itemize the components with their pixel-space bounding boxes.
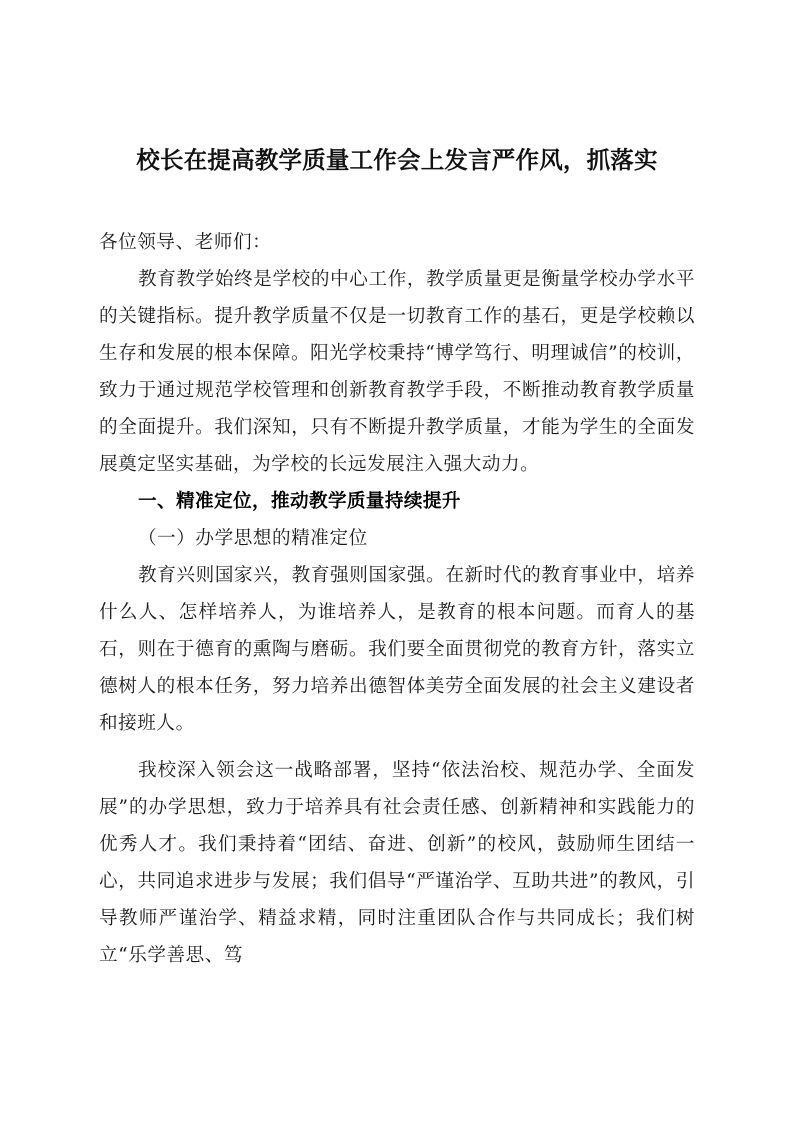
body-paragraph-1: 教育兴则国家兴，教育强则国家强。在新时代的教育事业中，培养什么人、怎样培养人，为谁培养人，是教育的根本问题。而育人的基石，则在于德育的熏陶与磨砺。我们要全面贯彻党的教育方针，落实立德树人的根本任务，努力培养出德智体美劳全面发展的社会主义建设者和接班人。 [99,565,695,734]
page-title: 校长在提高教学质量工作会上发言严作风，抓落实 [136,146,658,174]
subsection-heading-1-1: （一）办学思想的精准定位 [138,528,368,549]
document-body [99,140,695,974]
opening-paragraph: 教育教学始终是学校的中心工作，教学质量更是衡量学校办学水平的关键指标。提升教学质量不仅是一切教育工作的基石，更是学校赖以生存和发展的根本保障。阳光学校秉持“博学笃行、明理诚信”的校训，致力于通过规范学校管理和创新教育教学手段，不断推动教育教学质量的全面提升。我们深知，只有不断提升教学质量，才能为学生的全面发展奠定坚实基础，为学校的长远发展注入强大动力。 [99,269,695,475]
body-paragraph-2: 我校深入领会这一战略部署，坚持“依法治校、规范办学、全面发展”的办学思想，致力于培养具有社会责任感、创新精神和实践能力的优秀人才。我们秉持着“团结、奋进、创新”的校风，鼓励师生团结一心，共同追求进步与发展；我们倡导“严谨治学、互助共进”的教风，引导教师严谨治学、精益求精，同时注重团队合作与共同成长；我们树立“乐学善思、笃 [99,760,695,966]
section-heading-1: 一、精准定位，推动教学质量持续提升 [138,491,461,512]
salutation-line: 各位领导、老师们： [99,232,272,253]
